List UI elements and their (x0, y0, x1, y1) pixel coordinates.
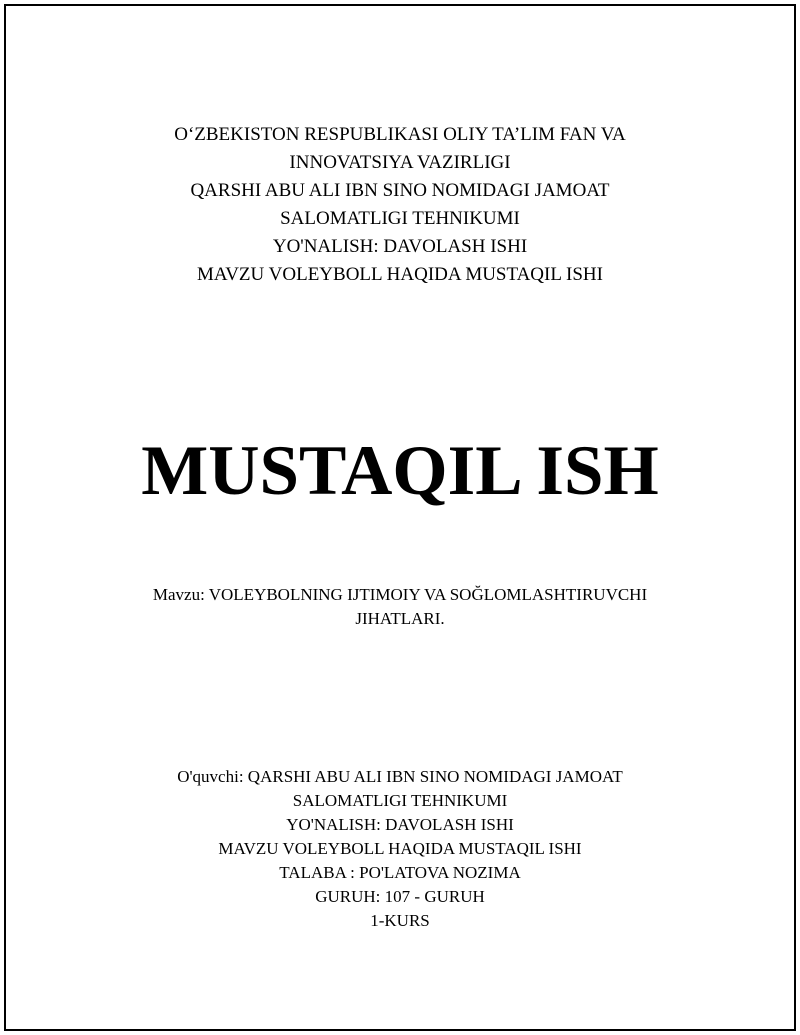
header-line: O‘ZBEKISTON RESPUBLIKASI OLIY TA’LIM FAN VA (174, 124, 626, 145)
student-line: MAVZU VOLEYBOLL HAQIDA MUSTAQIL ISHI (218, 839, 582, 858)
student-line: GURUH: 107 - GURUH (315, 887, 485, 906)
topic-line: Mavzu: VOLEYBOLNING IJTIMOIY VA SOĞLOMLASHTIRUVCHI (152, 585, 648, 604)
student-line: TALABA : PO'LATOVA NOZIMA (279, 863, 521, 882)
topic-section (0, 583, 800, 631)
document-title: MUSTAQIL ISH (141, 432, 659, 510)
header-line: INNOVATSIYA VAZIRLIGI (289, 152, 511, 173)
header-line: YO'NALISH: DAVOLASH ISHI (272, 236, 528, 257)
student-info (0, 765, 800, 933)
header-line: QARSHI ABU ALI IBN SINO NOMIDAGI JAMOAT (190, 180, 610, 201)
student-line: 1-KURS (370, 911, 430, 930)
student-line: O'quvchi: QARSHI ABU ALI IBN SINO NOMIDAGI JAMOAT (177, 767, 623, 786)
header-line: MAVZU VOLEYBOLL HAQIDA MUSTAQIL ISHI (197, 264, 603, 285)
header-line: SALOMATLIGI TEHNIKUMI (280, 208, 520, 229)
student-line: SALOMATLIGI TEHNIKUMI (292, 791, 508, 810)
student-line: YO'NALISH: DAVOLASH ISHI (286, 815, 514, 834)
topic-line: JIHATLARI. (355, 609, 445, 628)
institution-header (0, 121, 800, 289)
